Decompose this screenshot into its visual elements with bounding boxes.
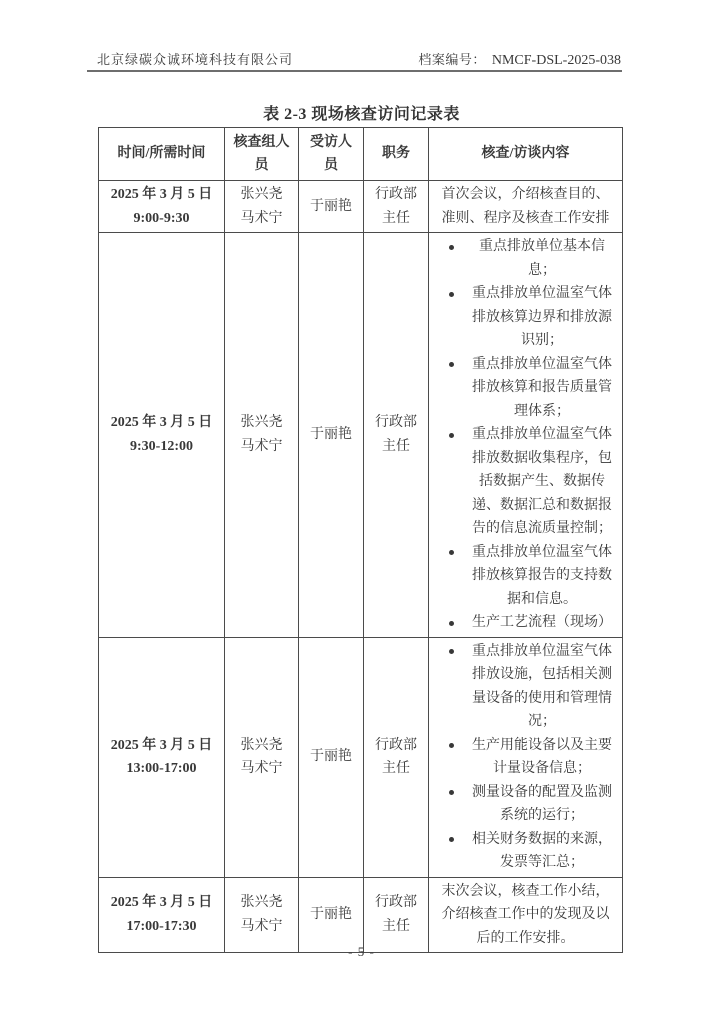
verifiers-cell xyxy=(225,877,299,953)
bullet-item: 重点排放单位基本信息； xyxy=(435,235,616,282)
content-cell: 首次会议，介绍核查目的、准则、程序及核查工作安排 xyxy=(429,181,623,233)
time-cell xyxy=(99,877,225,953)
document-header xyxy=(97,49,621,69)
interviewee-cell: 于丽艳 xyxy=(299,233,364,638)
date-text: 2025 年 3 月 5 日 xyxy=(110,187,213,202)
header-divider xyxy=(87,70,622,72)
table-title: 表 2-3 现场核查访问记录表 xyxy=(263,106,460,123)
verifier-name: 张兴尧 xyxy=(240,895,283,911)
col-header-content: 核查/访谈内容 xyxy=(429,128,623,181)
verifiers-cell xyxy=(225,181,299,233)
interviewee-cell: 于丽艳 xyxy=(299,181,364,233)
archive-label: 档案编号： xyxy=(418,52,486,67)
date-text: 2025 年 3 月 5 日 xyxy=(110,415,213,431)
time-text: 9:00-9:30 xyxy=(133,210,190,226)
bullet-item: 生产用能设备以及主要计量设备信息； xyxy=(435,734,616,781)
bullet-item: 重点排放单位温室气体排放核算边界和排放源识别； xyxy=(435,282,616,353)
page-number: - 5 - xyxy=(348,944,375,959)
verifiers-cell xyxy=(225,637,299,877)
position-cell: 行政部主任 xyxy=(364,181,429,233)
bullet-item: 生产工艺流程（现场） xyxy=(435,611,616,635)
col-header-position: 职务 xyxy=(364,128,429,181)
time-cell xyxy=(99,181,225,233)
position-cell: 行政部主任 xyxy=(364,637,429,877)
verifier-name: 马术宁 xyxy=(240,761,283,776)
content-cell xyxy=(429,233,623,638)
bullet-item: 重点排放单位温室气体排放核算和报告质量管理体系； xyxy=(435,353,616,424)
col-header-interviewee: 受访人员 xyxy=(299,128,364,181)
date-text: 2025 年 3 月 5 日 xyxy=(110,737,213,753)
bullet-list xyxy=(435,235,616,635)
company-name: 北京绿碳众诚环境科技有限公司 xyxy=(97,52,294,67)
col-header-verifiers: 核查组人员 xyxy=(225,128,299,181)
content-cell xyxy=(429,637,623,877)
verifier-name: 马术宁 xyxy=(240,438,283,454)
archive-number: NMCF-DSL-2025-038 xyxy=(491,53,621,68)
bullet-item: 相关财务数据的来源，发票等汇总； xyxy=(435,828,616,875)
date-text: 2025 年 3 月 5 日 xyxy=(110,895,213,911)
table-row xyxy=(99,877,623,953)
verifier-name: 张兴尧 xyxy=(240,737,283,753)
bullet-list xyxy=(435,640,616,875)
verifier-name: 马术宁 xyxy=(240,210,283,226)
verifier-name: 张兴尧 xyxy=(240,415,283,431)
bullet-item: 重点排放单位温室气体排放核算报告的支持数据和信息。 xyxy=(435,541,616,612)
verifier-name: 张兴尧 xyxy=(240,187,283,202)
col-header-time: 时间/所需时间 xyxy=(99,128,225,181)
bullet-item: 重点排放单位温室气体排放设施，包括相关测量设备的使用和管理情况； xyxy=(435,640,616,734)
verification-interview-table xyxy=(98,127,623,953)
table-row xyxy=(99,181,623,233)
time-text: 17:00-17:30 xyxy=(126,918,197,934)
table-row xyxy=(99,233,623,638)
verifier-name: 马术宁 xyxy=(240,918,283,934)
time-cell xyxy=(99,637,225,877)
position-cell: 行政部主任 xyxy=(364,233,429,638)
time-text: 9:30-12:00 xyxy=(130,438,193,454)
interviewee-cell: 于丽艳 xyxy=(299,877,364,953)
verifiers-cell xyxy=(225,233,299,638)
content-cell: 末次会议，核查工作小结，介绍核查工作中的发现及以后的工作安排。 xyxy=(429,877,623,953)
time-text: 13:00-17:00 xyxy=(126,761,197,776)
position-cell: 行政部主任 xyxy=(364,877,429,953)
table-row xyxy=(99,637,623,877)
archive-number-group xyxy=(418,49,621,69)
bullet-item: 重点排放单位温室气体排放数据收集程序，包括数据产生、数据传递、数据汇总和数据报告的信息流质量控制； xyxy=(435,423,616,541)
bullet-item: 测量设备的配置及监测系统的运行； xyxy=(435,781,616,828)
time-cell xyxy=(99,233,225,638)
table-header-row xyxy=(99,128,623,181)
interviewee-cell: 于丽艳 xyxy=(299,637,364,877)
